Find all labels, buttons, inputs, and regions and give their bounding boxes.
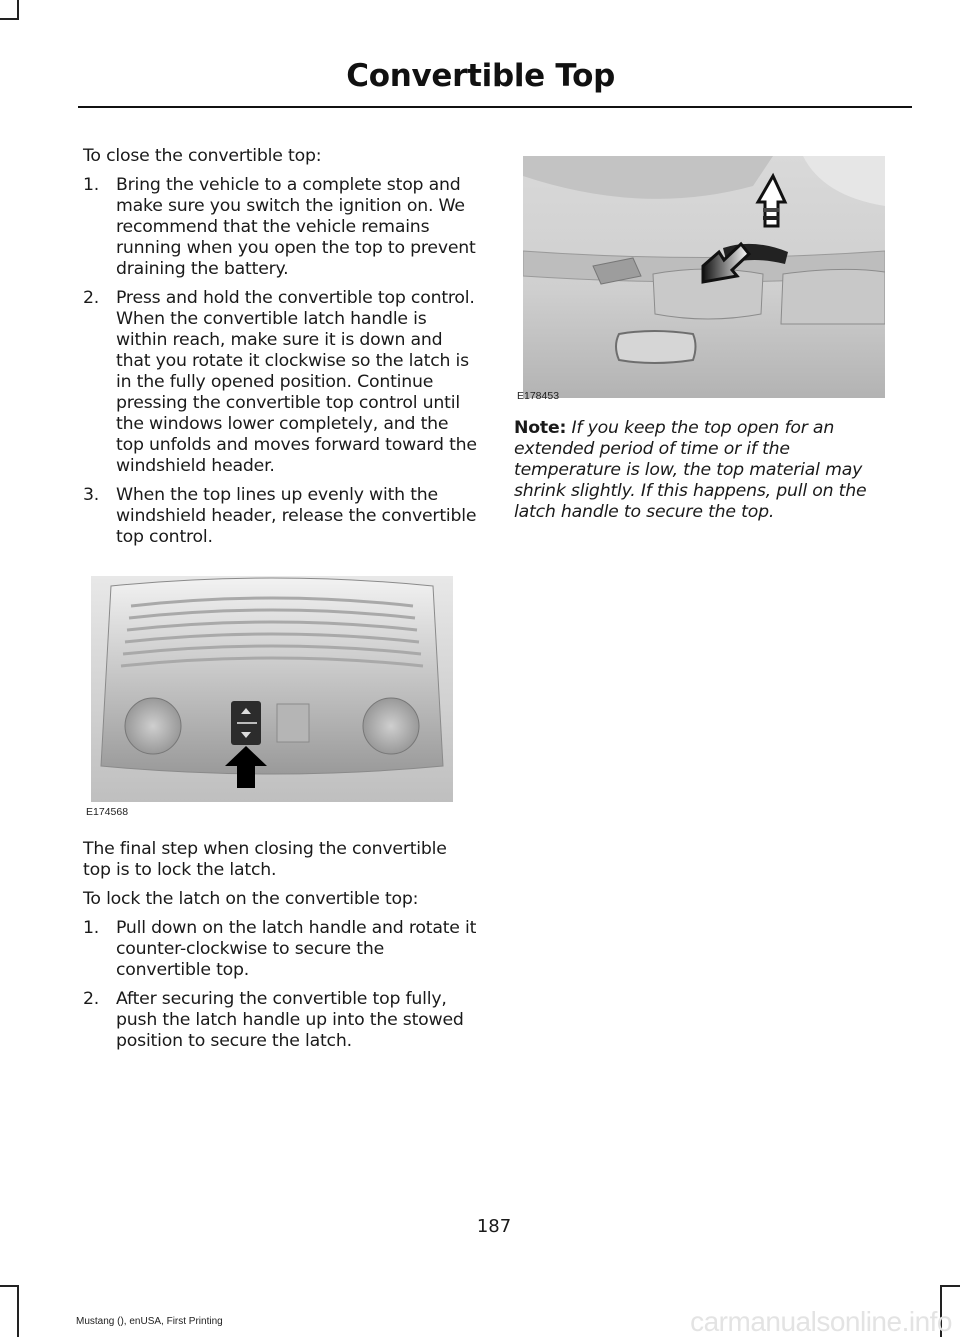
crop-mark (17, 1285, 19, 1337)
note-paragraph (514, 418, 894, 523)
crop-mark (940, 1285, 960, 1287)
note-text: If you keep the top open for an extended period of time or if the temperature is low, the top material may shrink slightly. If this happens, pull on the latch handle to secure the top. (514, 418, 867, 522)
crop-mark (0, 18, 19, 20)
list-item: 1. Pull down on the latch handle and rotate it counter-clockwise to secure the convertible top. (83, 918, 477, 980)
list-item: 2. After securing the convertible top fully, push the latch handle up into the stowed position to secure the latch. (83, 989, 464, 1051)
final-step-text: The final step when closing the convertible top is to lock the latch. (83, 839, 447, 880)
page-number: 187 (476, 1216, 512, 1237)
header-rule (78, 106, 912, 108)
right-column (514, 146, 894, 523)
list-item: 2. Press and hold the convertible top control. When the convertible latch handle is within reach, make sure it is down and that you rotate it clockwise so the latch is in the fully opened position. Continue pressing the convertible top control until the windows lower completely, and the top unfolds and moves forward toward the windshield header. (83, 288, 477, 476)
close-steps-list (83, 175, 478, 548)
note-label: Note: (514, 418, 567, 438)
footer-edition: Mustang (), enUSA, First Printing (76, 1316, 223, 1327)
crop-mark (17, 0, 19, 20)
overhead-console-image (91, 576, 453, 802)
watermark: carmanualsonline.info (690, 1306, 952, 1337)
left-column (83, 146, 478, 1070)
page-title: Convertible Top (346, 58, 615, 94)
figure-code: E174568 (86, 806, 129, 818)
list-item: 3. When the top lines up evenly with the windshield header, release the convertible top control. (83, 485, 477, 547)
lock-steps-list (83, 918, 478, 1052)
latch-handle-image (523, 156, 885, 398)
latch-handle-figure (514, 146, 886, 404)
figure-code: E178453 (517, 390, 560, 402)
close-intro: To close the convertible top: (83, 146, 322, 166)
lock-intro: To lock the latch on the convertible top: (83, 889, 419, 909)
overhead-console-figure (83, 576, 463, 821)
list-item: 1. Bring the vehicle to a complete stop and make sure you switch the ignition on. We recommend that the vehicle remains running when you open the top to prevent draining the battery. (83, 175, 476, 279)
